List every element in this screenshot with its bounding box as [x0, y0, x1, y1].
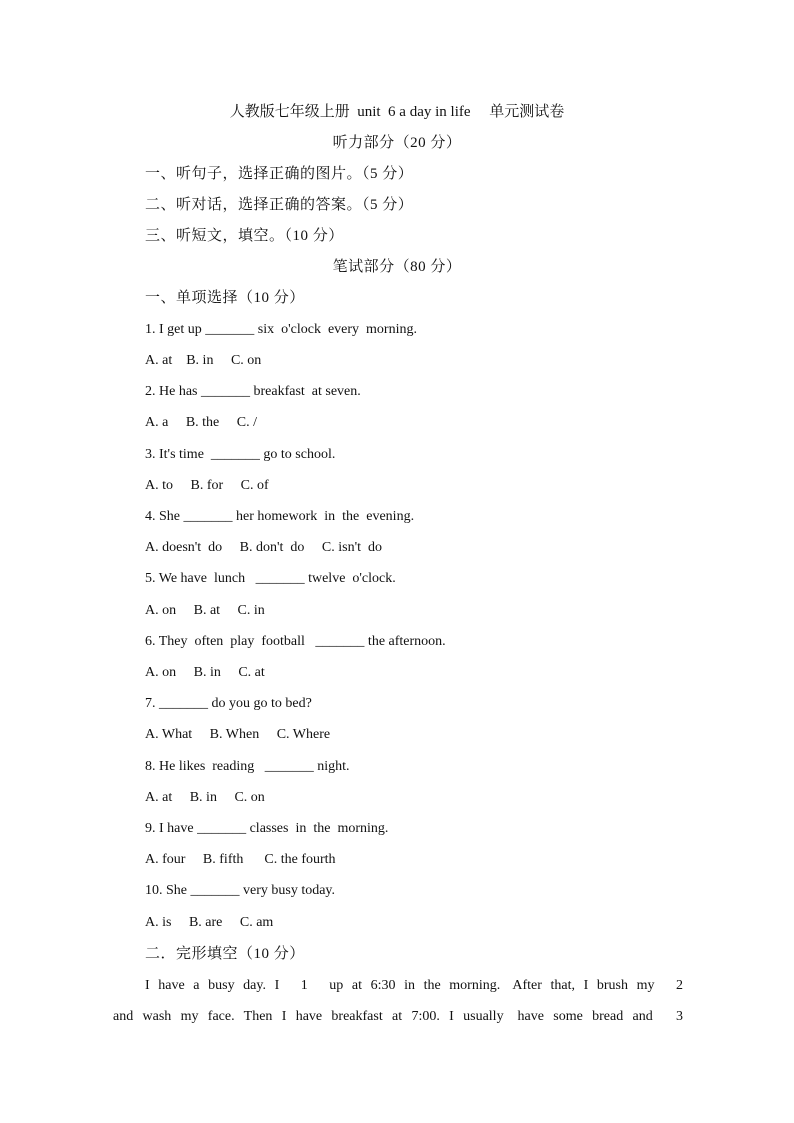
section2-title: 二．完形填空（10 分）	[145, 946, 305, 962]
written-header: 笔试部分（80 分）	[332, 259, 462, 275]
question-4: 4. She _______ her homework in the evening.	[145, 509, 415, 524]
options-1: A. at B. in C. on	[145, 353, 262, 368]
question-10: 10. She _______ very busy today.	[145, 883, 336, 898]
question-5: 5. We have lunch _______ twelve o'clock.	[145, 571, 396, 586]
question-3: 3. It's time _______ go to school.	[145, 447, 336, 462]
listening-part-1: 一、听句子，选择正确的图片。（5 分）	[145, 166, 414, 182]
options-6: A. on B. in C. at	[145, 665, 265, 680]
options-8: A. at B. in C. on	[145, 790, 265, 805]
question-1: 1. I get up _______ six o'clock every morning.	[145, 322, 417, 337]
question-7: 7. _______ do you go to bed?	[145, 696, 312, 711]
question-9: 9. I have _______ classes in the morning.	[145, 821, 389, 836]
question-8: 8. He likes reading _______ night.	[145, 759, 350, 774]
listening-header: 听力部分（20 分）	[332, 135, 462, 151]
options-7: A. What B. When C. Where	[145, 727, 331, 742]
options-3: A. to B. for C. of	[145, 478, 269, 493]
section1-title: 一、单项选择（10 分）	[145, 290, 305, 306]
options-9: A. four B. fifth C. the fourth	[145, 852, 336, 867]
question-2: 2. He has _______ breakfast at seven.	[145, 384, 361, 399]
passage-line-2: and wash my face. Then I have breakfast at 7:00. I usually have some bread and 3	[113, 1009, 683, 1024]
options-4: A. doesn't do B. don't do C. isn't do	[145, 540, 383, 555]
options-2: A. a B. the C. /	[145, 415, 257, 430]
listening-part-3: 三、听短文，填空。（10 分）	[145, 228, 344, 244]
options-5: A. on B. at C. in	[145, 603, 265, 618]
listening-part-2: 二、听对话，选择正确的答案。（5 分）	[145, 197, 414, 213]
passage-line-1: I have a busy day. I 1 up at 6:30 in the morning. After that, I brush my 2	[145, 978, 683, 993]
options-10: A. is B. are C. am	[145, 915, 274, 930]
document-title: 人教版七年级上册 unit 6 a day in life 单元测试卷	[229, 104, 565, 120]
question-6: 6. They often play football _______ the afternoon.	[145, 634, 446, 649]
